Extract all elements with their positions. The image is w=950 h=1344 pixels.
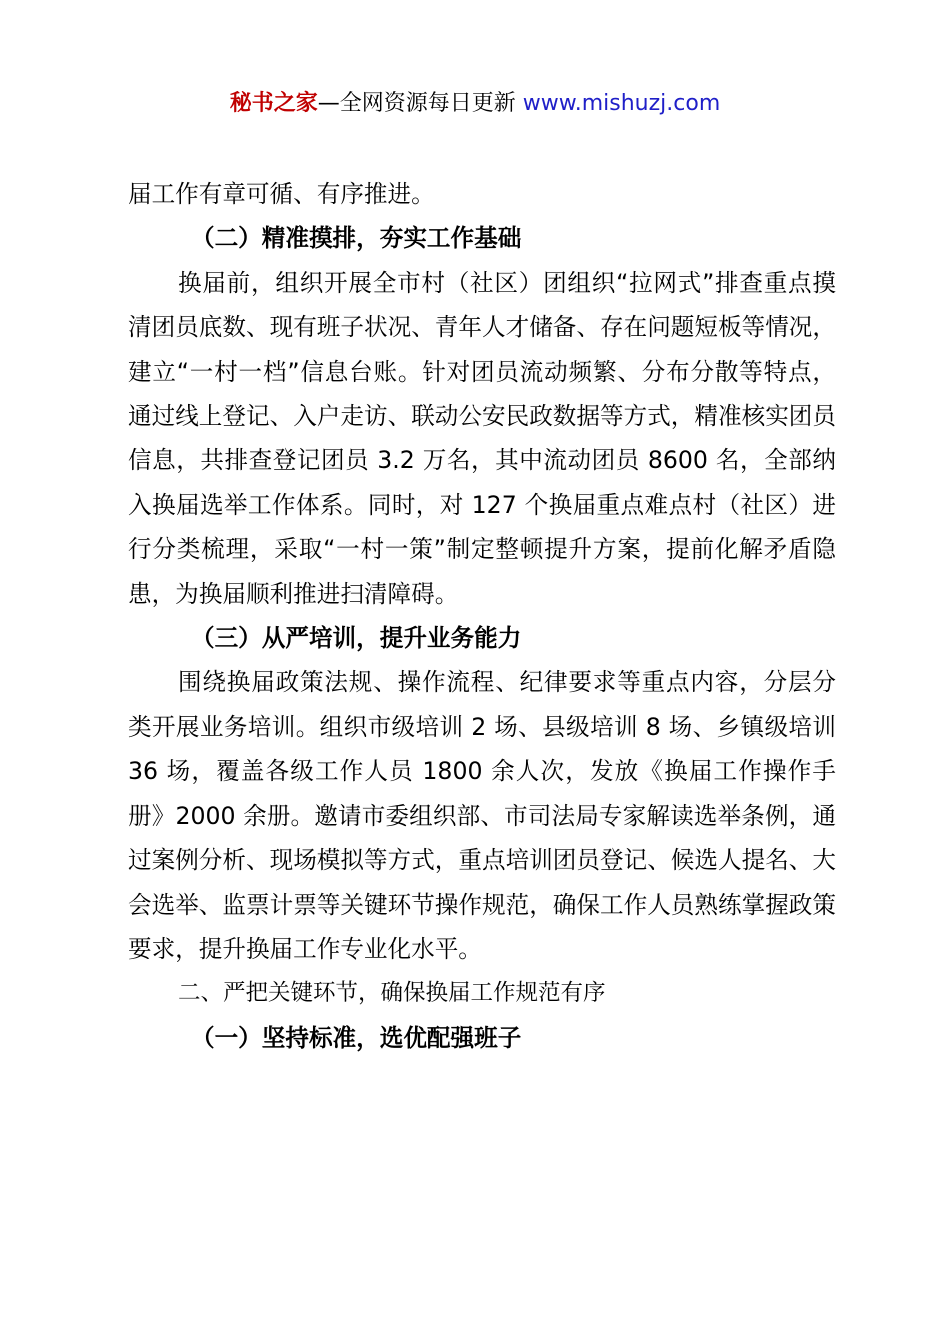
header-brand: 秘书之家 <box>229 91 318 116</box>
section-heading-2: （二）精准摸排，夯实工作基础 <box>191 224 522 253</box>
page-header <box>0 88 950 120</box>
document-body <box>128 172 844 1060</box>
header-url-link[interactable]: www.mishuzj.com <box>522 91 721 116</box>
section-heading-1: （一）坚持标准，选优配强班子 <box>191 1023 522 1052</box>
paragraph-training: 围绕换届政策法规、操作流程、纪律要求等重点内容，分层分类开展业务培训。组织市级培训 2 场、县级培训 8 场、乡镇级培训 36 场，覆盖各级工作人员 1800 余人次，发放《换届工作操作手册》2000 余册。邀请市委组织部、市司法局专家解读选举条例，通过案例分析、现场模拟等方式，重点培训团员登记、候选人提名、大会选举、监票计票等关键环节操作规范，确保工作人员熟练掌握政策要求，提升换届工作专业化水平。 <box>128 668 844 963</box>
paragraph-survey: 换届前，组织开展全市村（社区）团组织“拉网式”排查重点摸清团员底数、现有班子状况、青年人才储备、存在问题短板等情况，建立“一村一档”信息台账。针对团员流动频繁、分布分散等特点，通过线上登记、入户走访、联动公安民政数据等方式，精准核实团员信息，共排查登记团员 3.2 万名，其中流动团员 8600 名，全部纳入换届选举工作体系。同时，对 127 个换届重点难点村（社区）进行分类梳理，采取“一村一策”制定整顿提升方案，提前化解矛盾隐患，为换届顺利推进扫清障碍。 <box>128 268 836 608</box>
header-tagline: —全网资源每日更新 <box>317 91 523 116</box>
chapter-heading-2: 二、严把关键环节，确保换届工作规范有序 <box>178 980 606 1007</box>
section-heading-3: （三）从严培训，提升业务能力 <box>191 624 522 653</box>
paragraph-continuation: 届工作有章可循、有序推进。 <box>128 180 435 208</box>
